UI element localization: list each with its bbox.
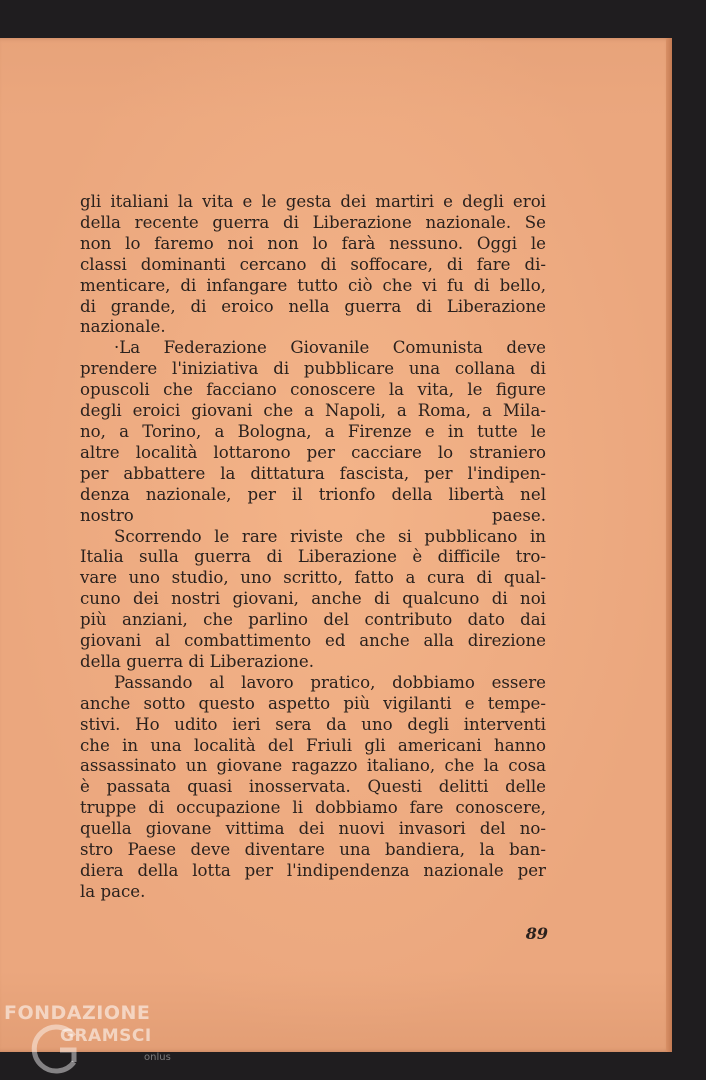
text-line: della guerra di Liberazione. (80, 651, 315, 671)
text-line: vare uno studio, uno scritto, fatto a cura di qual- (80, 568, 546, 588)
text-line: anche sotto questo aspetto più vigilanti e tempe- (80, 693, 546, 713)
text-line: menticare, di infangare tutto ciò che vi fu di bello, (80, 275, 546, 295)
text-line: diera della lotta per l'indipendenza nazionale per (80, 861, 546, 880)
paragraph (80, 338, 546, 526)
text-line: nazionale. (80, 317, 166, 337)
paragraph (80, 527, 546, 673)
text-line: la pace. (80, 881, 146, 901)
watermark-line1: FONDAZIONE (4, 1002, 151, 1024)
paragraph (80, 673, 546, 903)
text-line: truppe di occupazione li dobbiamo fare conoscere, (80, 798, 546, 818)
text-line: della recente guerra di Liberazione nazionale. Se (80, 212, 546, 232)
text-line: è passata quasi inosservata. Questi delitti delle (80, 777, 546, 797)
text-line: non lo faremo noi non lo farà nessuno. Oggi le (80, 233, 546, 253)
text-line: Scorrendo le rare riviste che si pubblicano in (114, 526, 546, 546)
text-line: assassinato un giovane ragazzo italiano, che la cosa (80, 756, 546, 776)
book-page (0, 38, 672, 1052)
text-line: classi dominanti cercano di soffocare, di fare di- (80, 254, 546, 274)
fondazione-gramsci-watermark (4, 1002, 204, 1076)
text-line: nostro paese. (80, 505, 546, 525)
text-line: stro Paese deve diventare una bandiera, la ban- (80, 840, 546, 860)
text-line: prendere l'iniziativa di pubblicare una collana di (80, 359, 546, 379)
body-text (80, 192, 546, 903)
watermark-suffix: onlus (144, 1052, 171, 1063)
text-line: Italia sulla guerra di Liberazione è difficile tro- (80, 547, 546, 567)
text-line: no, a Torino, a Bologna, a Firenze e in tutte le (80, 421, 546, 441)
text-line: gli italiani la vita e le gesta dei martiri e degli eroi (80, 192, 546, 211)
text-line: degli eroici giovani che a Napoli, a Roma, a Mila- (80, 401, 546, 421)
text-line: giovani al combattimento ed anche alla direzione (80, 631, 546, 651)
text-line: quella giovane vittima dei nuovi invasori del no- (80, 819, 546, 839)
text-line: di grande, di eroico nella guerra di Liberazione (80, 296, 546, 316)
text-line: ·La Federazione Giovanile Comunista deve (114, 338, 546, 358)
text-line: altre località lottarono per cacciare lo straniero (80, 442, 546, 462)
page-number: 89 (525, 924, 548, 943)
text-line: che in una località del Friuli gli americani hanno (80, 735, 546, 755)
text-line: più anziani, che parlino del contributo dato dai (80, 610, 546, 630)
text-line: per abbattere la dittatura fascista, per l'indipen- (80, 463, 546, 483)
page-edge (666, 38, 672, 1052)
text-line: stivi. Ho udito ieri sera da uno degli interventi (80, 714, 546, 734)
watermark-line2: GRAMSCI (60, 1026, 152, 1046)
text-line: cuno dei nostri giovani, anche di qualcuno di noi (80, 589, 546, 609)
text-line: denza nazionale, per il trionfo della libertà nel (80, 484, 546, 504)
text-line: Passando al lavoro pratico, dobbiamo essere (114, 672, 546, 692)
paragraph (80, 192, 546, 338)
text-line: opuscoli che facciano conoscere la vita, le figure (80, 380, 546, 400)
